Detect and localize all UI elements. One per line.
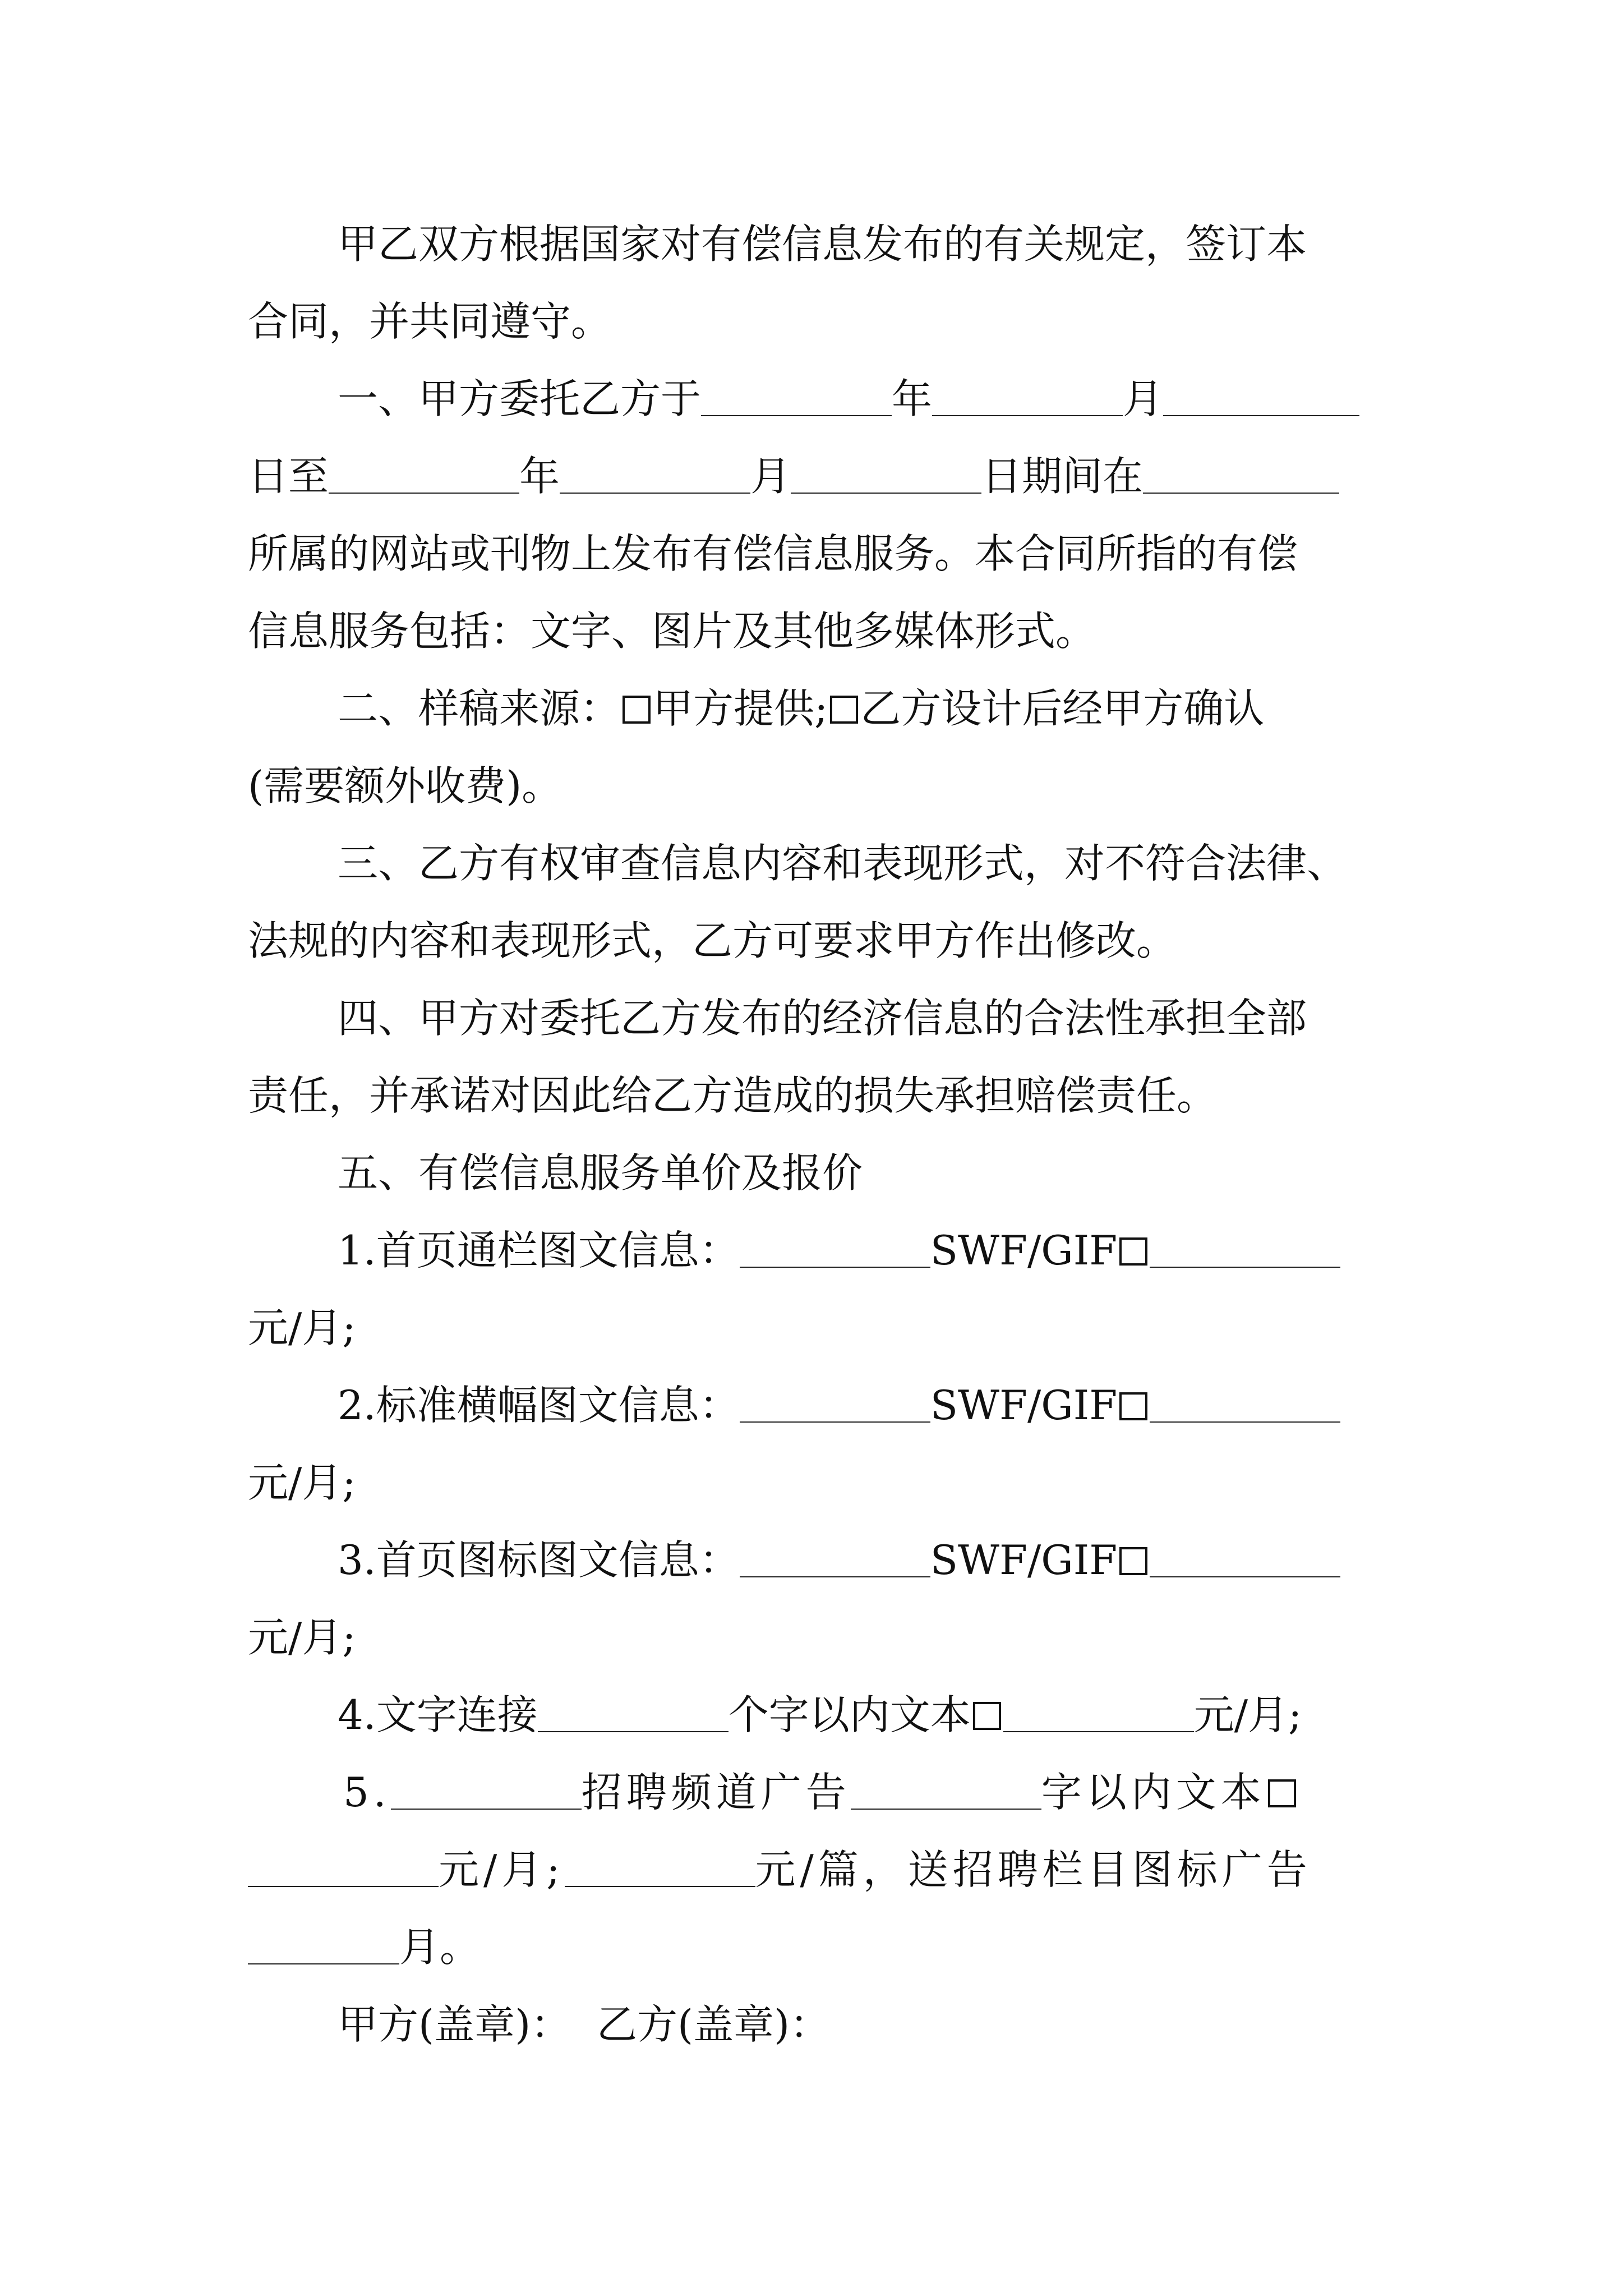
text: (需要额外收费)。 — [248, 762, 562, 809]
paragraph-intro-line-2 — [248, 283, 1381, 360]
clause-4-line-2 — [248, 1057, 1381, 1134]
clause-3-line-1 — [248, 825, 1381, 902]
blank-item-4-chars — [538, 1691, 728, 1732]
text: 甲方提供; — [653, 685, 828, 732]
text: 信息服务包括：文字、图片及其他多媒体形式。 — [248, 608, 1096, 655]
text: 月 — [750, 453, 791, 500]
text: 所属的网站或刊物上发布有偿信息服务。本合同所指的有偿 — [248, 530, 1298, 577]
blank-item-5-months — [248, 1923, 399, 1964]
text: 2.标准横幅图文信息： — [338, 1382, 740, 1429]
text: 日至 — [248, 453, 329, 500]
text: 三、乙方有权审查信息内容和表现形式，对不符合法律、 — [338, 840, 1348, 887]
text: SWF/GIF — [930, 1227, 1118, 1274]
clause-1-line-4 — [248, 592, 1381, 670]
price-item-3-line-1 — [248, 1521, 1381, 1599]
blank-item-3-size — [740, 1536, 930, 1577]
clause-2-line-2 — [248, 747, 1381, 825]
checkbox-item-4[interactable] — [973, 1702, 1001, 1730]
blank-item-4-price — [1003, 1691, 1194, 1732]
text: 一、甲方委托乙方于 — [338, 375, 702, 422]
price-item-1-line-2 — [248, 1289, 1381, 1366]
text: 元/篇，送招聘栏目图标广告 — [755, 1846, 1312, 1893]
text: 月。 — [399, 1924, 481, 1971]
blank-item-2-price — [1150, 1381, 1340, 1423]
checkbox-party-b-designs[interactable] — [830, 696, 858, 724]
text: 责任，并承诺对因此给乙方造成的损失承担赔偿责任。 — [248, 1072, 1218, 1119]
text: 元/月; — [248, 1304, 356, 1351]
checkbox-item-1[interactable] — [1119, 1237, 1147, 1266]
clause-3-line-2 — [248, 902, 1381, 979]
checkbox-item-5[interactable] — [1268, 1779, 1296, 1807]
price-item-2-line-1 — [248, 1366, 1381, 1444]
text: 5. — [343, 1769, 391, 1816]
text: 招聘频道广告 — [581, 1769, 851, 1816]
blank-end-month — [560, 452, 750, 494]
text: SWF/GIF — [930, 1382, 1118, 1429]
price-item-2-line-2 — [248, 1444, 1381, 1521]
text: 3.首页图标图文信息： — [338, 1536, 740, 1584]
signature-labels: 甲方(盖章)： 乙方(盖章)： — [338, 2001, 831, 2048]
text: 合同，并共同遵守。 — [248, 298, 612, 345]
text: 元/月; — [1193, 1691, 1302, 1738]
contract-body — [248, 205, 1381, 2063]
text: 元/月; — [248, 1614, 356, 1661]
text: 年 — [519, 453, 560, 500]
text: 元/月; — [248, 1459, 356, 1506]
clause-1-line-2 — [248, 438, 1381, 515]
checkbox-item-2[interactable] — [1119, 1392, 1147, 1420]
blank-item-3-price — [1150, 1536, 1340, 1577]
text: 日期间在 — [981, 453, 1144, 500]
blank-end-year — [329, 452, 519, 494]
signature-line — [248, 1986, 1381, 2063]
text: 1.首页通栏图文信息： — [338, 1227, 740, 1274]
text: 四、甲方对委托乙方发布的经济信息的合法性承担全部 — [338, 995, 1307, 1042]
clause-5-heading — [248, 1134, 1381, 1212]
price-item-1-line-1 — [248, 1212, 1381, 1289]
text: 法规的内容和表现形式，乙方可要求甲方作出修改。 — [248, 917, 1177, 964]
text: 月 — [1123, 375, 1164, 422]
price-item-3-line-2 — [248, 1599, 1381, 1676]
clause-1-line-1 — [248, 360, 1381, 438]
text: 字以内文本 — [1041, 1769, 1266, 1816]
blank-item-2-size — [740, 1381, 930, 1423]
blank-publisher — [1143, 452, 1339, 494]
blank-item-1-price — [1150, 1226, 1340, 1268]
text: 甲乙双方根据国家对有偿信息发布的有关规定，签订本 — [338, 220, 1307, 268]
text: 个字以内文本 — [728, 1691, 971, 1738]
blank-item-5-monthly-price — [248, 1846, 439, 1887]
text: 五、有偿信息服务单价及报价 — [338, 1149, 863, 1197]
price-item-4 — [248, 1676, 1381, 1754]
blank-item-5-chars — [851, 1768, 1041, 1810]
text: 年 — [892, 375, 933, 422]
price-item-5-line-3 — [248, 1908, 1381, 1986]
blank-end-day — [791, 452, 981, 494]
checkbox-item-3[interactable] — [1119, 1547, 1147, 1575]
text: 乙方设计后经甲方确认 — [860, 685, 1265, 732]
price-item-5-line-1 — [248, 1754, 1381, 1831]
text: 二、样稿来源： — [338, 685, 621, 732]
blank-item-5-site — [391, 1768, 582, 1810]
text: 4.文字连接 — [338, 1691, 538, 1738]
blank-item-5-per-post-price — [565, 1846, 755, 1887]
text: 元/月; — [439, 1846, 565, 1893]
blank-start-month — [932, 375, 1123, 416]
price-item-5-line-2 — [248, 1831, 1381, 1908]
clause-2-line-1 — [248, 670, 1381, 747]
checkbox-party-a-provides[interactable] — [623, 696, 651, 724]
blank-start-year — [701, 375, 892, 416]
clause-1-line-3 — [248, 515, 1381, 592]
clause-4-line-1 — [248, 979, 1381, 1057]
blank-start-day — [1163, 375, 1359, 416]
text: SWF/GIF — [930, 1536, 1118, 1584]
paragraph-intro-line-1 — [248, 205, 1381, 283]
blank-item-1-size — [740, 1226, 930, 1268]
